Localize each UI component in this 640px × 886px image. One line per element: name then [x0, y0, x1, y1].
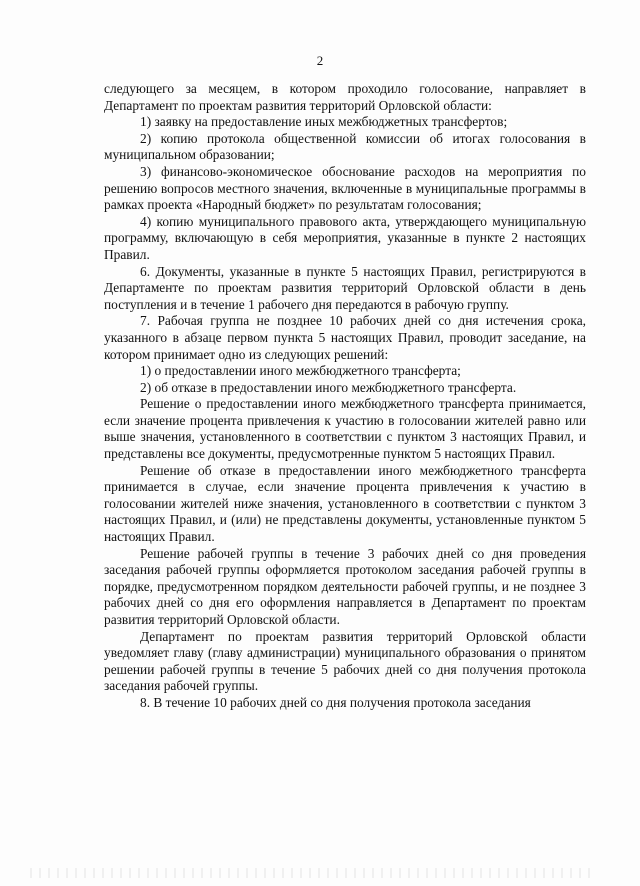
paragraph: следующего за месяцем, в котором проходило голосование, направляет в Департамент по проектам развития территорий Орловской области: — [104, 81, 586, 113]
paragraph: 1) о предоставлении иного межбюджетного трансферта; — [140, 363, 461, 379]
paragraph: 3) финансово-экономическое обоснование расходов на мероприятия по решению вопросов местного значения, включенные в муниципальные программы в рамках проекта «Народный бюджет» по результатам голосования; — [104, 163, 586, 213]
paragraph: Решение об отказе в предоставлении иного межбюджетного трансферта принимается в случае, если значение процента привлечения к участию в голосовании жителей ниже значения, установленного в соответствии с пунктом 3 настоящих Правил, и (или) не представлены документы, установленные пунктом 5 настоящих Правил. — [104, 462, 586, 545]
page-number: 2 — [316, 53, 324, 68]
scan-artifact — [30, 868, 590, 878]
paragraph: Решение рабочей группы в течение 3 рабочих дней со дня проведения заседания рабочей группы оформляется протоколом заседания рабочей группы в порядке, предусмотренном порядком деятельности рабочей группы, и не позднее 3 рабочих дней со дня его оформления направляется в Департамент по проектам развития территорий Орловской области. — [104, 545, 586, 627]
paragraph: 2) об отказе в предоставлении иного межбюджетного трансферта. — [140, 379, 517, 395]
paragraph: 6. Документы, указанные в пункте 5 настоящих Правил, регистрируются в Департаменте по проектам развития территорий Орловской области в день поступления и в течение 1 рабочего дня передаются в рабочую группу. — [104, 263, 586, 312]
document-body — [104, 81, 586, 712]
paragraph: 7. Рабочая группа не позднее 10 рабочих дней со дня истечения срока, указанного в абзаце первом пункта 5 настоящих Правил, проводит заседание, на котором принимает одно из следующих решений: — [104, 313, 586, 362]
paragraph: 4) копию муниципального правового акта, утверждающего муниципальную программу, включающую в себя мероприятия, указанные в пункте 2 настоящих Правил. — [104, 213, 586, 262]
paragraph: 2) копию протокола общественной комиссии об итогах голосования в муниципальном образовании; — [104, 130, 586, 163]
paragraph: Решение о предоставлении иного межбюджетного трансферта принимается, если значение процента привлечения к участию в голосовании жителей равно или выше значения, установленного в соответствии с пунктом 3 настоящих Правил, и представлены все документы, предусмотренные пунктом 5 настоящих Правил. — [104, 396, 586, 462]
paragraph: 1) заявку на предоставление иных межбюджетных трансфертов; — [140, 114, 508, 130]
paragraph: Департамент по проектам развития территорий Орловской области уведомляет главу (главу администрации) муниципального образования о принятом решении рабочей группы в течение 5 рабочих дней со дня получения протокола заседания рабочей группы. — [104, 628, 586, 694]
paragraph: 8. В течение 10 рабочих дней со дня получения протокола заседания — [140, 694, 531, 710]
